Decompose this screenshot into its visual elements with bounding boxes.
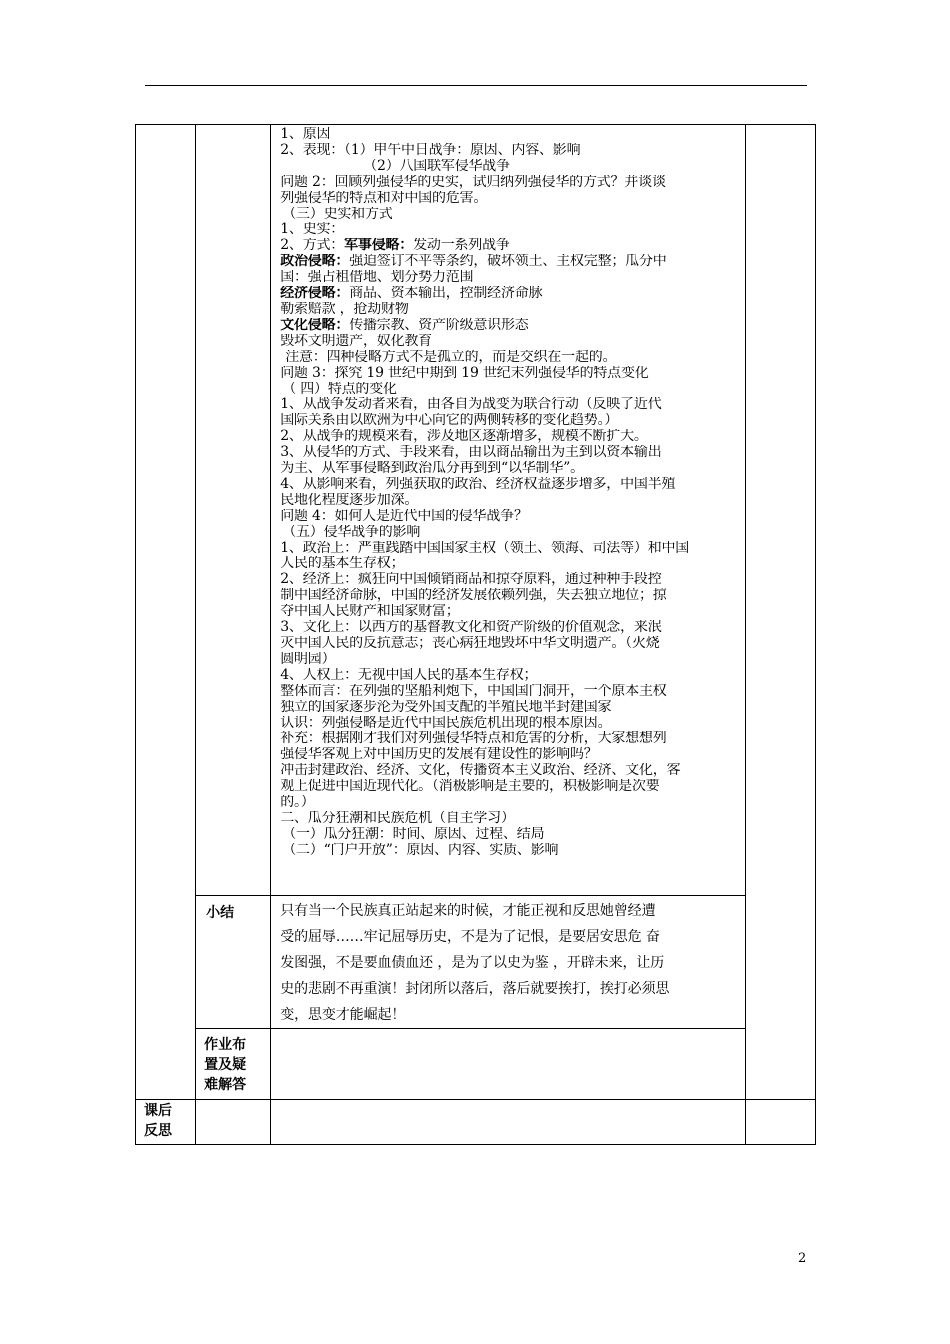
content-line: [280, 254, 743, 270]
content-line: 冲击封建政治、经济、文化，传播资本主义政治、经济、文化，客: [280, 763, 681, 779]
header-rule: [145, 85, 807, 86]
content-line: （一）瓜分狂潮：时间、原因、过程、结局: [282, 826, 545, 842]
content-line-bold: 政治侵略：: [280, 254, 350, 270]
homework-label-line: 置及疑: [204, 1057, 247, 1073]
summary-content-cell: [271, 896, 746, 1029]
content-line: 注意：四种侵略方式不是孤立的，而是交织在一起的。: [285, 349, 617, 365]
content-line-prefix: 2、方式：: [280, 238, 345, 254]
reflection-label: [136, 1100, 195, 1141]
summary-line: 发图强，不是要血债血还 ，是为了以史为鉴 ，开辟未来，让历: [280, 955, 665, 971]
content-cell: [271, 125, 746, 896]
content-line: 1、从战争发动者来看，由各自为战变为联合行动（反映了近代: [280, 397, 662, 413]
content-line-bold: 军事侵略：: [344, 238, 414, 254]
content-line: 二、瓜分狂潮和民族危机（自主学习）: [280, 810, 515, 826]
content-line: 列强侵华的特点和对中国的危害。: [280, 190, 488, 206]
homework-label-line: 难解答: [204, 1077, 247, 1093]
content-line: 问题 2：回顾列强侵华的史实，试归纳列强侵华的方式？并谈谈: [280, 174, 666, 190]
content-line-rest: 强迫签订不平等条约，破坏领土、主权完整；瓜分中: [349, 254, 667, 270]
content-line: 2、从战争的规模来看，涉及地区逐渐增多，规模不断扩大。: [280, 429, 648, 445]
content-line: 夺中国人民财产和国家财富；: [280, 604, 460, 620]
section-label-cell: [196, 125, 271, 896]
content-line: 勒索赔款 ，抢劫财物: [280, 301, 409, 317]
content-line: 毁坏文明遗产，奴化教育: [280, 333, 432, 349]
reflection-notes-cell: [745, 1100, 815, 1145]
content-line-bold: 文化侵略：: [280, 317, 350, 333]
content-line: （ 四）特点的变化: [282, 381, 397, 397]
content-line: 补充：根据刚才我们对列强侵华特点和危害的分析，大家想想列: [280, 731, 667, 747]
content-line: 灭中国人民的反抗意志；丧心病狂地毁坏中华文明遗产。（火烧: [280, 636, 660, 651]
homework-label: [196, 1029, 270, 1095]
summary-line: 只有当一个民族真正站起来的时候，才能正视和反思她曾经遭: [280, 903, 656, 919]
content-line: 独立的国家逐步沦为受外国支配的半殖民地半封建国家: [280, 699, 612, 715]
reflection-content-cell: [271, 1100, 746, 1145]
content-line: [280, 286, 743, 302]
lesson-table: [135, 124, 816, 1145]
content-line: 圆明园）: [280, 651, 336, 667]
content-line: [280, 238, 743, 254]
homework-label-line: 作业布: [204, 1037, 247, 1053]
content-line: 问题 4：如何人是近代中国的侵华战争？: [280, 508, 528, 524]
content-line: （二）“门户开放”：原因、内容、实质、影响: [282, 842, 559, 858]
summary-row: [136, 896, 816, 1029]
content-line: 认识：列强侵略是近代中国民族危机出现的根本原因。: [280, 715, 612, 731]
content-line: 整体而言：在列强的坚船利炮下，中国国门洞开，一个原本主权: [280, 683, 667, 699]
content-line-rest: 发动一系列战争: [413, 238, 510, 254]
content-line-bold: 经济侵略：: [280, 286, 350, 302]
content-line-rest: 传播宗教、资产阶级意识形态: [349, 317, 529, 333]
homework-label-cell: [196, 1029, 271, 1100]
content-line: 2、经济上：疯狂向中国倾销商品和掠夺原料，通过种种手段控: [280, 572, 662, 588]
summary-label-cell: [196, 896, 271, 1029]
content-line: 1、原因: [280, 127, 331, 142]
content-line: 民地化程度逐步加深。: [280, 492, 419, 508]
content-line: 问题 3：探究 19 世纪中期到 19 世纪末列强侵华的特点变化: [280, 365, 649, 381]
content-line: 制中国经济命脉，中国的经济发展依赖列强，失去独立地位；掠: [280, 588, 667, 604]
content-line: 4、人权上：无视中国人民的基本生存权；: [280, 667, 538, 683]
content-line: 4、从影响来看，列强获取的政治、经济权益逐步增多，中国半殖: [280, 476, 676, 492]
summary-line: 变，思变才能崛起！: [280, 1007, 406, 1023]
content-line: 1、政治上：严重践踏中国国家主权（领土、领海、司法等）和中国: [280, 540, 690, 556]
content-line: 国际关系由以欧洲为中心向它的两侧转移的变化趋势。）: [280, 413, 619, 429]
content-line: 1、史实：: [280, 222, 345, 238]
reflection-label-line: 课后: [144, 1103, 172, 1119]
reflection-label-cell: [136, 1100, 196, 1145]
content-line: 2、表现：（1）甲午中日战争：原因、内容、影响: [280, 142, 581, 158]
content-line: 3、从侵华的方式、手段来看，由以商品输出为主到以资本输出: [280, 445, 662, 461]
summary-label: 小结: [206, 905, 235, 921]
summary-line: 受的屈辱……牢记屈辱历史，不是为了记恨，是要居安思危 奋: [280, 929, 660, 945]
content-line-rest: 商品、资本输出，控制经济命脉: [349, 286, 543, 302]
content-line: 3、文化上：以西方的基督教文化和资产阶级的价值观念，来泯: [280, 620, 662, 636]
page-number: 2: [798, 1251, 807, 1266]
outer-label-cell: [136, 125, 196, 1100]
content-row: [136, 125, 816, 896]
summary-line: 史的悲剧不再重演！封闭所以落后，落后就要挨打，挨打必须思: [280, 981, 670, 997]
notes-cell: [745, 125, 815, 1100]
homework-content-cell: [271, 1029, 746, 1100]
homework-row: [136, 1029, 816, 1100]
content-line: （五）侵华战争的影响: [282, 524, 421, 540]
content-line: （2）八国联军侵华战争: [363, 158, 510, 174]
reflection-label-line: 反思: [144, 1123, 172, 1139]
content-line: 国：强占租借地、划分势力范围: [280, 270, 474, 286]
summary-text: [271, 896, 745, 1028]
content-line: （三）史实和方式: [282, 206, 393, 222]
content-line: [280, 318, 743, 334]
reflection-row: [136, 1100, 816, 1145]
reflection-subcell: [196, 1100, 271, 1145]
lesson-content: [271, 125, 745, 859]
content-line: 人民的基本生存权；: [280, 556, 405, 572]
content-line: 为主、从军事侵略到政治瓜分再到到“以华制华”。: [280, 461, 584, 477]
content-line: 的。）: [280, 795, 315, 811]
content-line: 观上促进中国近现代化。（消极影响是主要的，积极影响是次要: [280, 779, 660, 795]
content-line: 强侵华客观上对中国历史的发展有建设性的影响吗？: [280, 747, 598, 763]
